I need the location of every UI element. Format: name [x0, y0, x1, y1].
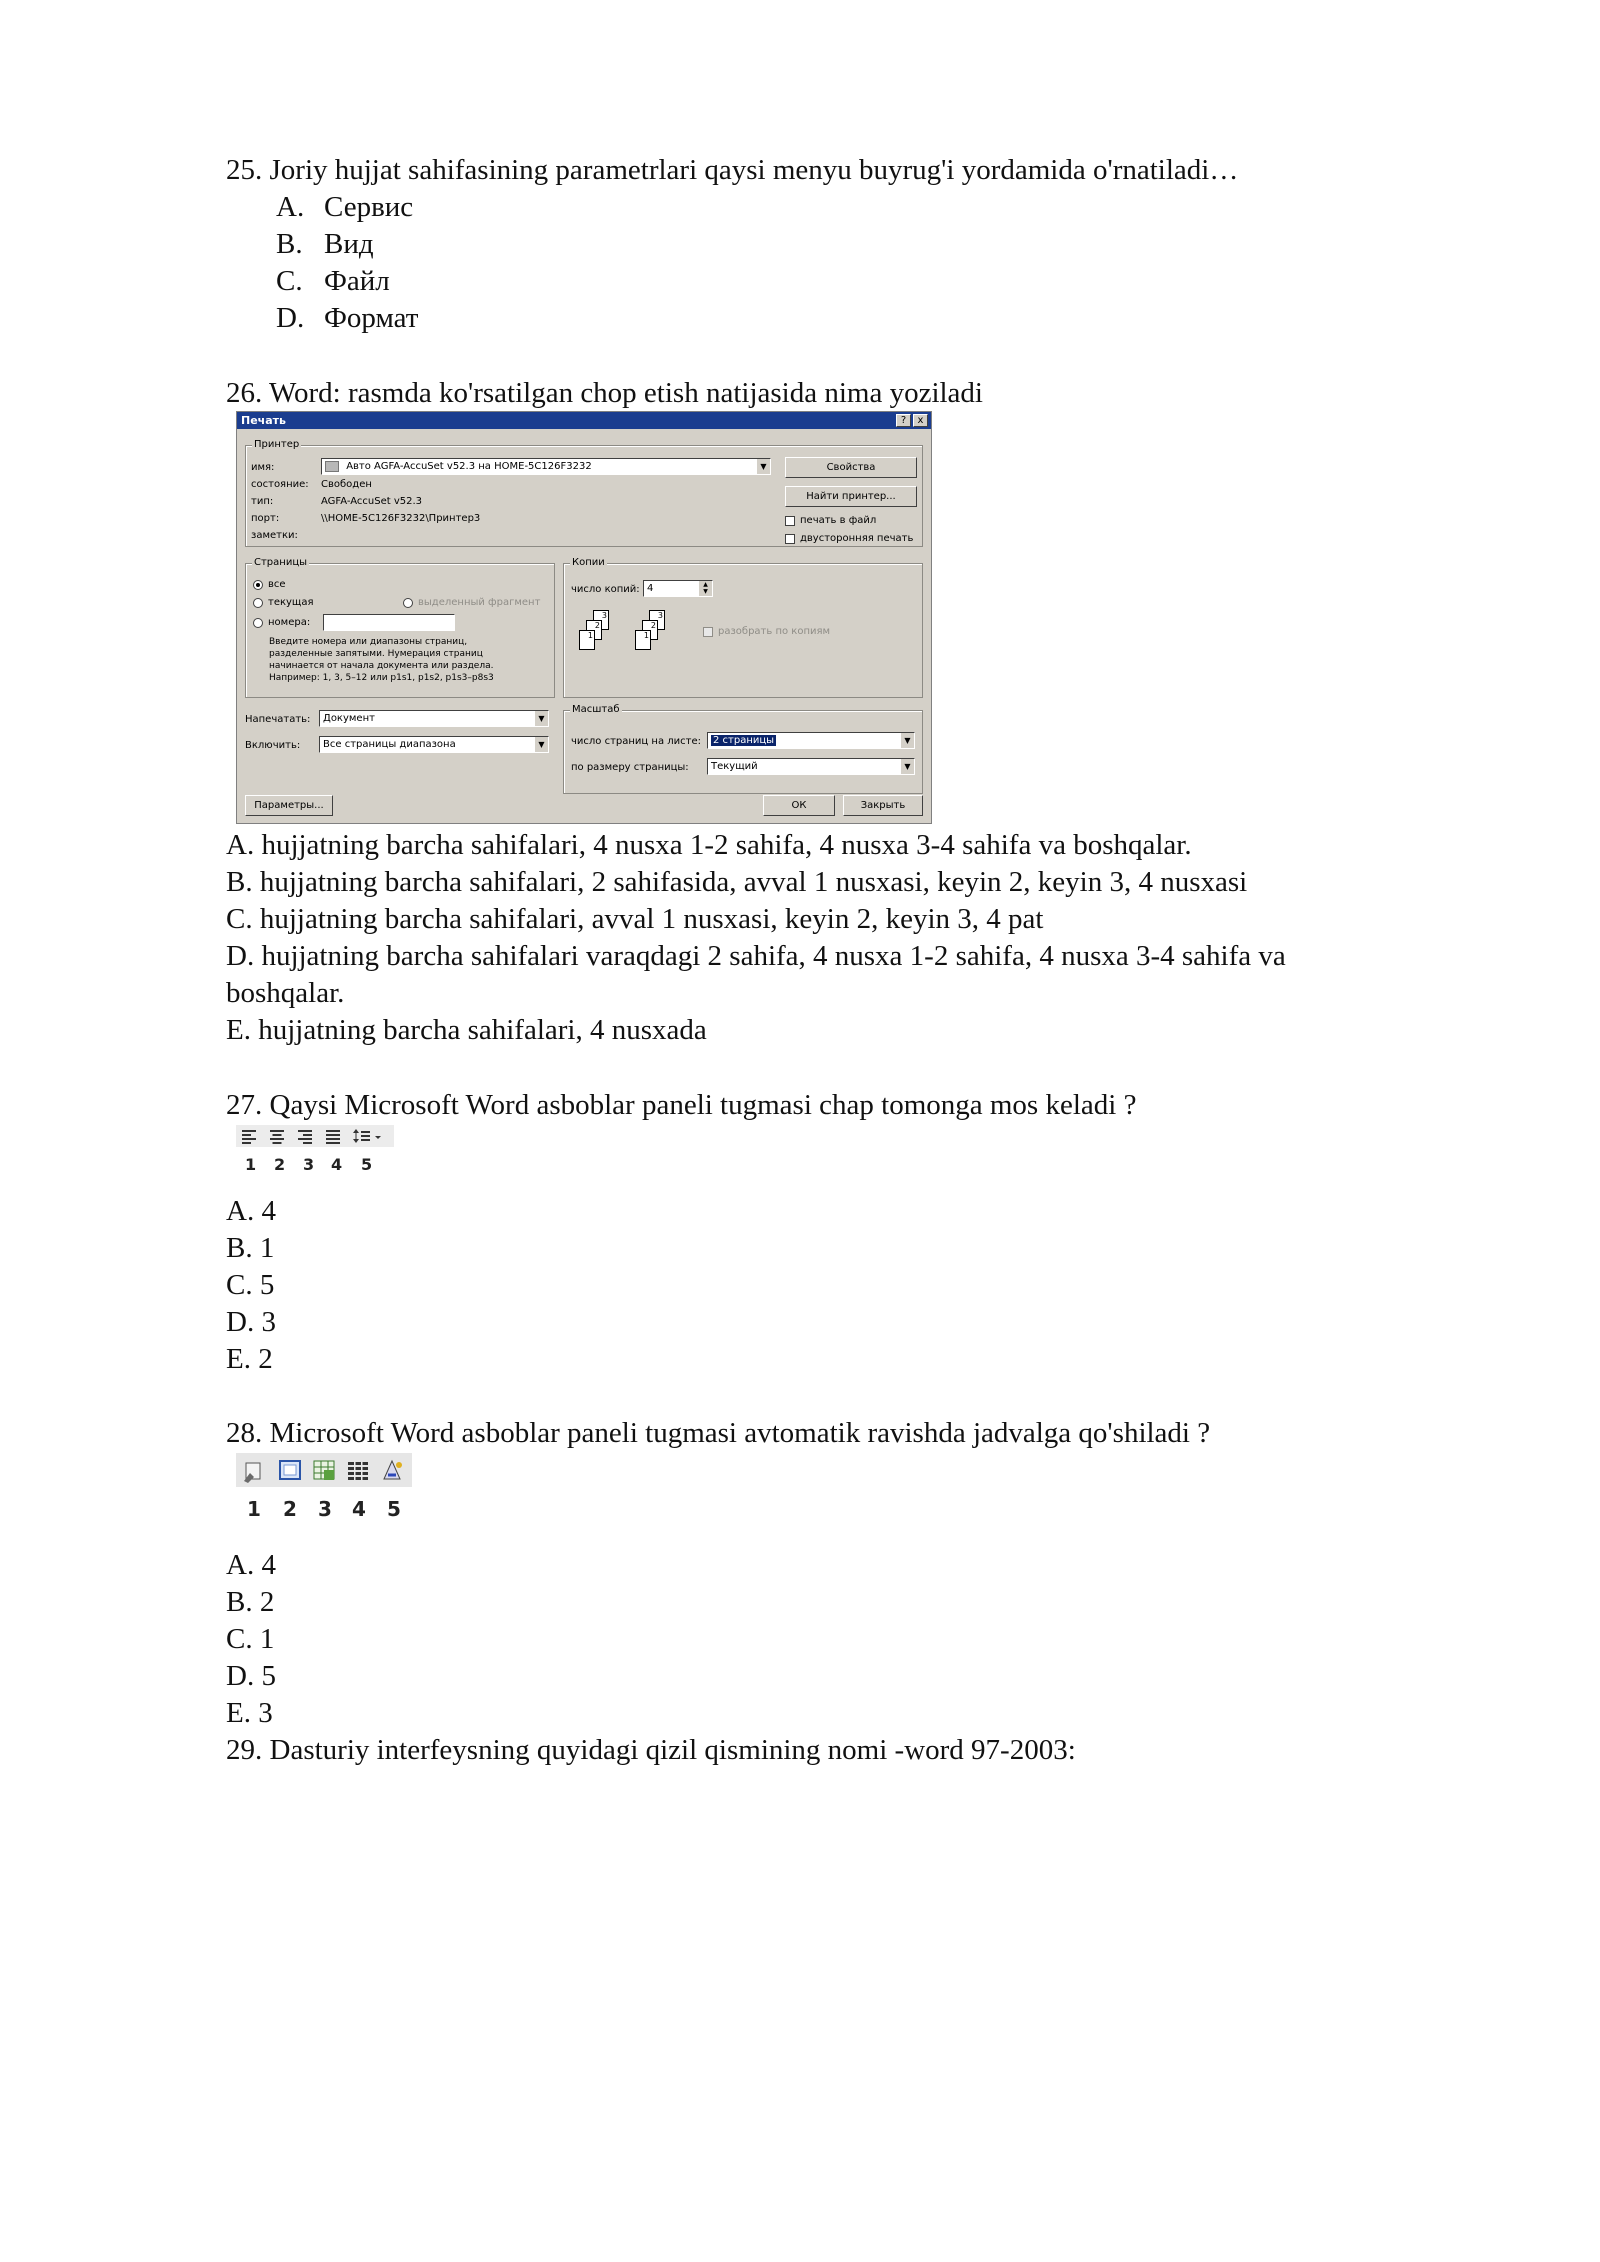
find-printer-button: Найти принтер... — [785, 486, 917, 507]
align-left-icon — [242, 1130, 256, 1144]
pages-hint-line-2: разделенные запятыми. Нумерация страниц — [269, 649, 483, 659]
options-button: Параметры... — [245, 795, 333, 816]
status-label: состояние: — [251, 479, 309, 490]
all-pages-radio — [253, 580, 263, 590]
copies-group-caption: Копии — [572, 557, 605, 568]
toolbar-number-5: 5 — [387, 1497, 401, 1521]
selection-label: выделенный фрагмент — [418, 597, 541, 608]
pages-hint-line-1: Введите номера или диапазоны страниц, — [269, 637, 468, 647]
close-dialog-button: Закрыть — [843, 795, 923, 816]
properties-button: Свойства — [785, 457, 917, 478]
notes-label: заметки: — [251, 530, 298, 541]
toolbar-number-1: 1 — [247, 1497, 261, 1521]
sheet-icon: 3 — [593, 610, 609, 630]
q28-option-d: D. 5 — [226, 1660, 276, 1692]
alignment-icons — [242, 1128, 390, 1144]
print-what-combo — [319, 710, 549, 727]
type-label: тип: — [251, 496, 274, 507]
distribute-columns-icon — [348, 1462, 368, 1480]
toolbar-number-3: 3 — [303, 1155, 315, 1174]
toolbar-number-2: 2 — [283, 1497, 297, 1521]
pages-per-sheet-value: 2 страницы — [713, 735, 775, 746]
print-to-file-checkbox — [785, 516, 795, 526]
q27-option-e: E. 2 — [226, 1343, 273, 1375]
chevron-down-icon: ▼ — [534, 737, 548, 752]
page-numbers-radio — [253, 618, 263, 628]
q28-option-c: C. 1 — [226, 1623, 275, 1655]
print-what-value: Документ — [323, 713, 375, 724]
table-toolbar-icons — [242, 1457, 410, 1483]
question-27: 27. Qaysi Microsoft Word asboblar paneli tugmasi chap tomonga mos keladi ? — [226, 1089, 1137, 1121]
selection-radio — [403, 598, 413, 608]
current-page-radio — [253, 598, 263, 608]
line-spacing-icon — [353, 1129, 381, 1143]
page-numbers-field — [323, 614, 455, 631]
pages-per-sheet-combo — [707, 732, 915, 749]
insert-table-icon — [314, 1461, 334, 1480]
printer-icon — [325, 461, 339, 472]
port-value: \\HOME-5C126F3232\Принтер3 — [321, 513, 481, 524]
q28-option-a: A. 4 — [226, 1549, 276, 1581]
scale-label: по размеру страницы: — [571, 762, 689, 773]
port-label: порт: — [251, 513, 280, 524]
autoformat-icon — [384, 1461, 402, 1479]
chevron-down-icon: ▼ — [900, 733, 914, 748]
sheet-icon: 2 — [586, 620, 602, 640]
printer-name-value: Авто AGFA-AccuSet v52.3 на HOME-5C126F3232 — [346, 461, 592, 472]
q25-option-d: D. Формат — [276, 302, 419, 334]
q27-option-a: A. 4 — [226, 1195, 276, 1227]
chevron-down-icon: ▼ — [900, 759, 914, 774]
toolbar-number-3: 3 — [318, 1497, 332, 1521]
printer-group-caption: Принтер — [254, 439, 300, 450]
toolbar-number-5: 5 — [361, 1155, 373, 1174]
duplex-checkbox — [785, 534, 795, 544]
q26-option-d: D. hujjatning barcha sahifalari varaqdagi 2 sahifa, 4 nusxa 1-2 sahifa, 4 nusxa 3-4 sahifa va — [226, 940, 1286, 972]
all-pages-label: все — [268, 579, 286, 590]
chevron-down-icon: ▼ — [756, 459, 770, 474]
toolbar-number-4: 4 — [352, 1497, 366, 1521]
printer-name-combo — [321, 458, 771, 475]
printer-name-label: имя: — [251, 462, 275, 473]
q26-option-b: B. hujjatning barcha sahifalari, 2 sahifasida, avval 1 nusxasi, keyin 2, keyin 3, 4 nusxasi — [226, 866, 1248, 898]
copies-label: число копий: — [571, 584, 640, 595]
question-25: 25. Joriy hujjat sahifasining parametrlari qaysi menyu buyrug'i yordamida o'rnatiladi… — [226, 154, 1239, 186]
sheet-icon: 3 — [649, 610, 665, 630]
include-label: Включить: — [245, 740, 301, 751]
pages-group-caption: Страницы — [254, 557, 308, 568]
toolbar-number-4: 4 — [331, 1155, 343, 1174]
sheet-icon: 1 — [635, 630, 651, 650]
ok-button: ОК — [763, 795, 835, 816]
q27-option-b: B. 1 — [226, 1232, 275, 1264]
question-28: 28. Microsoft Word asboblar paneli tugmasi avtomatik ravishda jadvalga qo'shiladi ? — [226, 1417, 1211, 1449]
type-value: AGFA-AccuSet v52.3 — [321, 496, 423, 507]
copies-field — [643, 580, 713, 597]
current-page-label: текущая — [268, 597, 314, 608]
scale-combo — [707, 758, 915, 775]
sheet-icon: 1 — [579, 630, 595, 650]
question-26: 26. Word: rasmda ko'rsatilgan chop etish natijasida nima yoziladi — [226, 377, 983, 409]
print-to-file-label: печать в файл — [800, 515, 877, 526]
pages-hint-line-4: Например: 1, 3, 5–12 или p1s1, p1s2, p1s3–p8s3 — [269, 673, 494, 683]
collate-checkbox — [703, 627, 713, 637]
copies-value: 4 — [647, 583, 654, 594]
sheet-icon: 2 — [642, 620, 658, 640]
pages-hint-line-3: начинается от начала документа или раздела. — [269, 661, 494, 671]
eraser-icon — [244, 1463, 260, 1483]
q26-option-c: C. hujjatning barcha sahifalari, avval 1 nusxasi, keyin 2, keyin 3, 4 pat — [226, 903, 1044, 935]
chevron-down-icon: ▼ — [534, 711, 548, 726]
align-center-icon — [270, 1130, 284, 1144]
table-borders-icon — [280, 1461, 300, 1479]
q25-option-b: B. Вид — [276, 228, 374, 260]
align-right-icon — [298, 1130, 312, 1144]
q27-option-c: C. 5 — [226, 1269, 275, 1301]
include-combo — [319, 736, 549, 753]
q26-option-d-continued: boshqalar. — [226, 977, 345, 1009]
print-what-label: Напечатать: — [245, 714, 311, 725]
collate-label: разобрать по копиям — [718, 626, 831, 637]
duplex-label: двусторонняя печать — [800, 533, 914, 544]
q25-option-a: A. Сервис — [276, 191, 414, 223]
dialog-title: Печать — [237, 412, 931, 429]
help-icon: ? — [896, 414, 911, 427]
toolbar-number-1: 1 — [245, 1155, 257, 1174]
zoom-group-caption: Масштаб — [572, 704, 620, 715]
q26-option-e: E. hujjatning barcha sahifalari, 4 nusxada — [226, 1014, 707, 1046]
pages-per-sheet-label: число страниц на листе: — [571, 736, 701, 747]
page-numbers-label: номера: — [268, 617, 311, 628]
zoom-group — [563, 704, 923, 794]
status-value: Свободен — [321, 479, 372, 490]
justify-icon — [326, 1130, 340, 1144]
question-29: 29. Dasturiy interfeysning quyidagi qizil qismining nomi -word 97-2003: — [226, 1734, 1076, 1766]
spinner-icon: ▲ ▼ — [698, 581, 712, 596]
scale-value: Текущий — [711, 761, 758, 772]
q28-option-e: E. 3 — [226, 1697, 273, 1729]
toolbar-number-2: 2 — [274, 1155, 286, 1174]
include-value: Все страницы диапазона — [323, 739, 456, 750]
print-dialog-image — [236, 411, 932, 824]
q27-option-d: D. 3 — [226, 1306, 276, 1338]
close-icon: x — [913, 414, 928, 427]
q26-option-a: A. hujjatning barcha sahifalari, 4 nusxa 1-2 sahifa, 4 nusxa 3-4 sahifa va boshqalar. — [226, 829, 1192, 861]
q25-option-c: C. Файл — [276, 265, 390, 297]
q28-option-b: B. 2 — [226, 1586, 275, 1618]
